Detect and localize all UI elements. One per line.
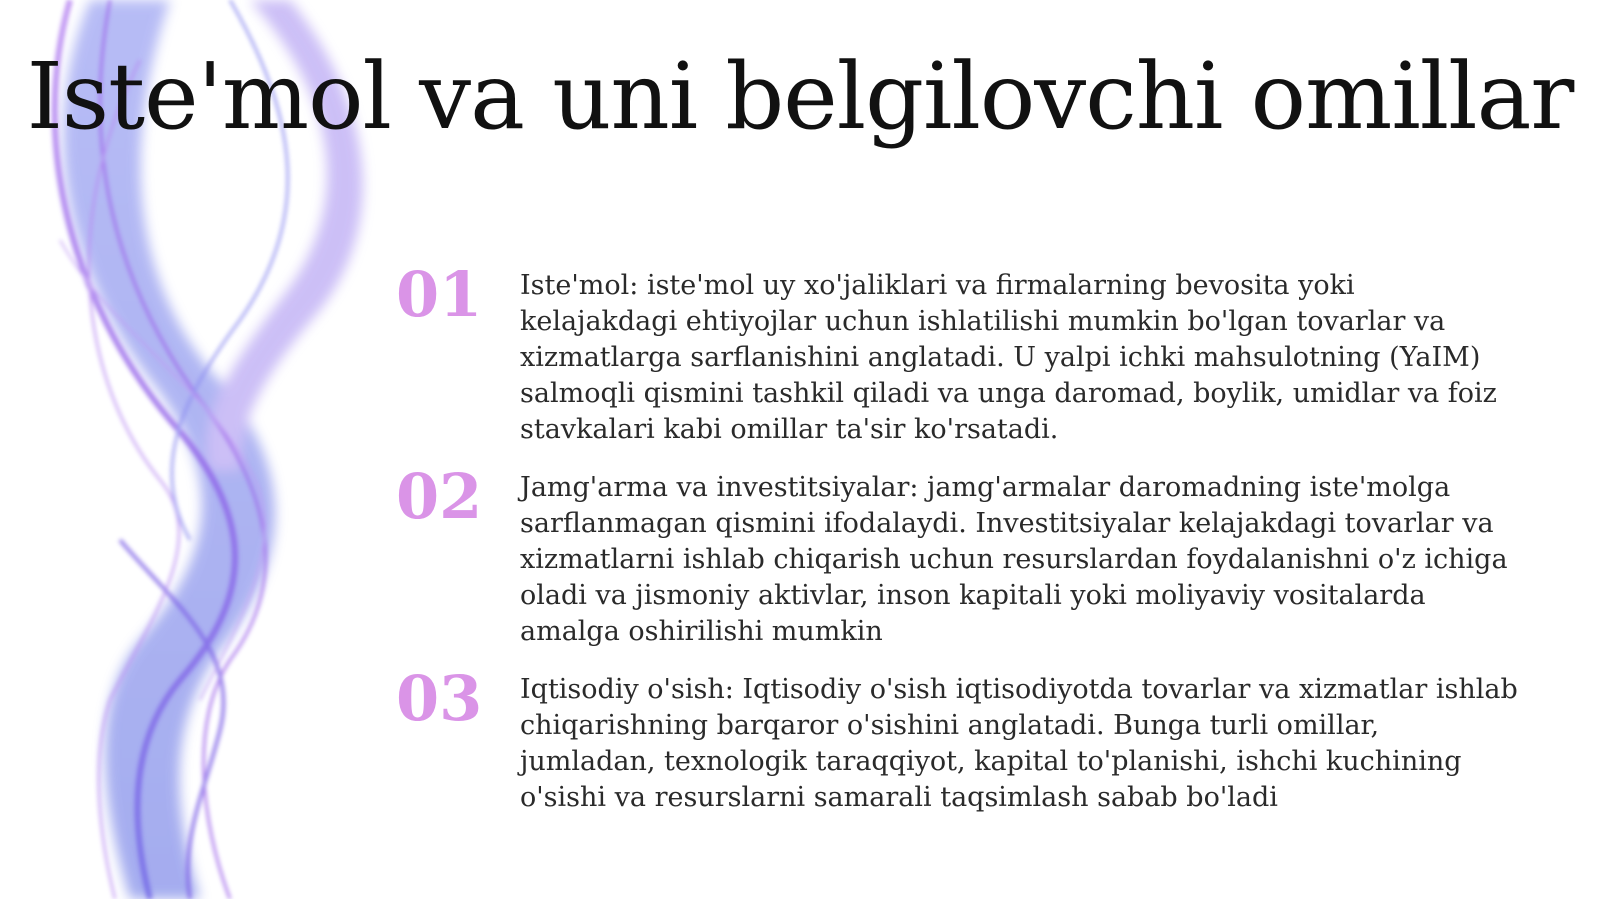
item-number: 01 bbox=[396, 258, 483, 331]
item-number: 03 bbox=[396, 662, 483, 735]
item-text: Jamg'arma va investitsiyalar: jamg'armalar daromadning iste'molga sarflanmagan qismini ifodalaydi. Investitsiyalar kelajakdagi tovarlar va xizmatlarni ishlab chiqarish uchun resurslardan foydalanishni o'z ichiga oladi va jismoniy aktivlar, inson kapitali yoki moliyaviy vositalarda amalga oshirilishi mumkin bbox=[520, 472, 1508, 647]
item-text: Iqtisodiy o'sish: Iqtisodiy o'sish iqtisodiyotda tovarlar va xizmatlar ishlab chiqarishning barqaror o'sishini anglatadi. Bunga turli omillar, jumladan, texnologik taraqqiyot, kapital to'planishi, ishchi kuchining o'sishi va resurslarni samarali taqsimlash sabab bo'ladi bbox=[520, 674, 1518, 813]
item-text: Iste'mol: iste'mol uy xo'jaliklari va firmalarning bevosita yoki kelajakdagi ehtiyojlar uchun ishlatilishi mumkin bo'lgan tovarlar va xizmatlarga sarflanishini anglatadi. U yalpi ichki mahsulotning (YaIM) salmoqli qismini tashkil qiladi va unga daromad, boylik, umidlar va foiz stavkalari kabi omillar ta'sir ko'rsatadi. bbox=[520, 270, 1497, 445]
slide-title: Iste'mol va uni belgilovchi omillar bbox=[26, 43, 1574, 150]
item-number: 02 bbox=[396, 460, 483, 533]
